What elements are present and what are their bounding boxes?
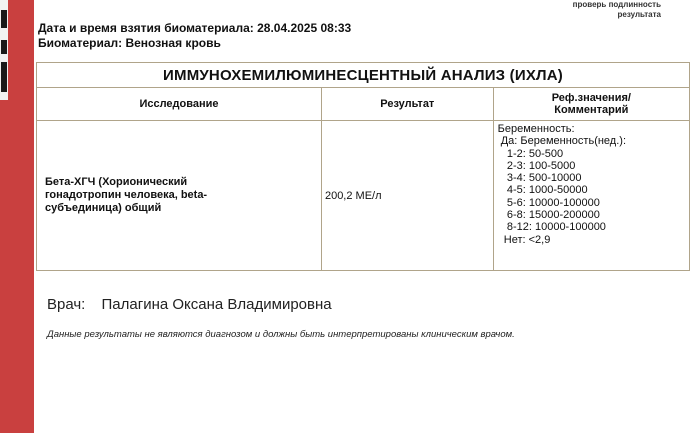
header-test: Исследование bbox=[37, 88, 322, 121]
verify-line-1: проверь подлинность bbox=[572, 0, 661, 9]
test-name bbox=[37, 121, 322, 271]
header-reference bbox=[493, 88, 689, 121]
test-name-line-3: субъединица) общий bbox=[45, 202, 162, 214]
side-mark bbox=[1, 10, 7, 28]
doctor-name: Палагина Оксана Владимировна bbox=[101, 296, 332, 313]
verify-caption bbox=[541, 0, 661, 20]
header-reference-line-2: Комментарий bbox=[554, 104, 629, 116]
test-name-line-2: гонадотропин человека, beta- bbox=[45, 189, 208, 201]
reference-line: 2-3: 100-5000 bbox=[497, 159, 576, 172]
verify-line-2: результата bbox=[617, 10, 661, 19]
table-row bbox=[37, 121, 690, 271]
reference-line: Беременность: bbox=[497, 123, 575, 135]
biomaterial: Биоматериал: Венозная кровь bbox=[38, 36, 221, 50]
side-mark bbox=[1, 40, 7, 54]
reference-line: 8-12: 10000-100000 bbox=[497, 221, 606, 234]
results-table bbox=[36, 62, 690, 271]
doctor-label: Врач: bbox=[47, 296, 86, 313]
disclaimer: Данные результаты не являются диагнозом и должны быть интерпретированы клиническим врачом. bbox=[47, 329, 515, 340]
side-mark bbox=[1, 62, 7, 92]
test-result: 200,2 МЕ/л bbox=[321, 121, 493, 271]
reference-line: 6-8: 15000-200000 bbox=[497, 209, 600, 222]
table-title: ИММУНОХЕМИЛЮМИНЕСЦЕНТНЫЙ АНАЛИЗ (ИХЛА) bbox=[37, 63, 690, 88]
sample-datetime: Дата и время взятия биоматериала: 28.04.2025 08:33 bbox=[38, 21, 352, 35]
reference-line: 1-2: 50-500 bbox=[497, 147, 564, 160]
side-strip bbox=[0, 0, 8, 100]
test-name-line-1: Бета-ХГЧ (Хорионический bbox=[45, 176, 188, 188]
reference-line: 5-6: 10000-100000 bbox=[497, 196, 600, 209]
reference-values bbox=[493, 121, 689, 271]
reference-line: 3-4: 500-10000 bbox=[497, 172, 582, 185]
reference-line: Нет: <2,9 bbox=[497, 233, 551, 246]
doctor-line bbox=[47, 296, 332, 313]
header-result: Результат bbox=[321, 88, 493, 121]
header-reference-line-1: Реф.значения/ bbox=[551, 92, 631, 104]
reference-line: Да: Беременность(нед.): bbox=[497, 135, 627, 148]
reference-line: 4-5: 1000-50000 bbox=[497, 184, 588, 197]
table-header-row bbox=[37, 88, 690, 121]
